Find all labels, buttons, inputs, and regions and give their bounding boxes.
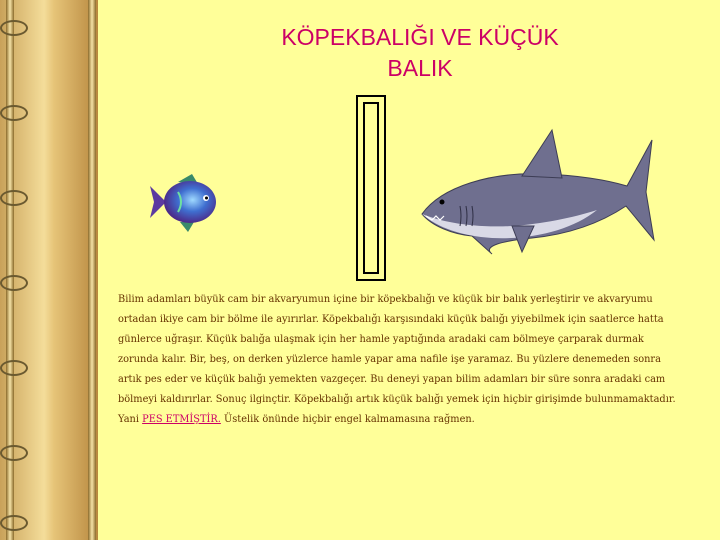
border-post-right — [88, 0, 96, 540]
conclusion-prefix: Yani — [118, 414, 143, 425]
glass-partition — [356, 95, 386, 281]
ring-icon — [0, 190, 28, 206]
shark-icon — [402, 122, 656, 262]
small-fish-icon — [148, 172, 220, 234]
glass-partition-inner — [363, 102, 379, 274]
ring-icon — [0, 105, 28, 121]
ring-icon — [0, 360, 28, 376]
story-conclusion — [118, 410, 678, 430]
ring-icon — [0, 445, 28, 461]
story-paragraph: Bilim adamları büyük cam bir akvaryumun içine bir köpekbalığı ve küçük bir balık yerleştirir ve akvaryumu ortadan ikiye cam bir bölme ile ayırırlar. Köpekbalığı karşısındaki küçük balığı yiyebilmek için saatlerce hatta günlerce uğraşır. Küçük balığa ulaşmak için her hamle yaptığında aradaki cam bölmeye çarparak durmak zorunda kalır. Bir, beş, on derken yüzlerce hamle yapar ama nafile işe yaramaz. Bu yüzlere denemeden sonra artık pes eder ve küçük balığı yemekten vazgeçer. Bu deneyi yapan bilim adamları bir süre sonra aradaki cam bölmeyi kaldırırlar. Sonuç ilginçtir. Köpekbalığı artık küçük balığı yemek için hiçbir girişimde bulunmamaktadır. — [118, 294, 676, 405]
conclusion-keyword: PES ETMİŞTİR. — [142, 414, 221, 425]
slide-title — [200, 22, 640, 84]
decorative-left-border — [0, 0, 98, 540]
ring-icon — [0, 515, 28, 531]
story-text — [118, 290, 678, 430]
title-line-2: BALIK — [387, 55, 453, 81]
title-line-1: KÖPEKBALIĞI VE KÜÇÜK — [281, 24, 559, 50]
conclusion-suffix: Üstelik önünde hiçbir engel kalmamasına rağmen. — [220, 414, 475, 425]
ring-icon — [0, 275, 28, 291]
ring-icon — [0, 20, 28, 36]
